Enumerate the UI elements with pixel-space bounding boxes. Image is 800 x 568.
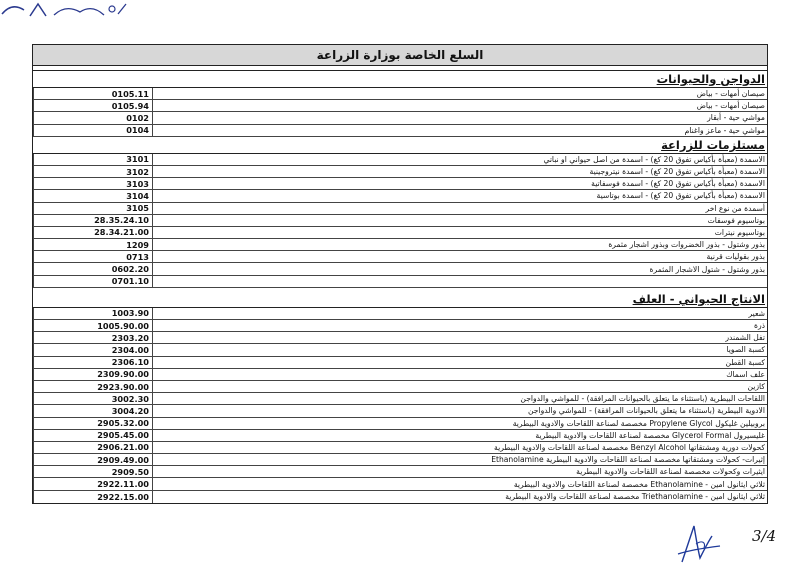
goods-name-cell: ذرة <box>753 321 765 331</box>
hs-code-cell: 0102 <box>33 112 153 123</box>
hs-code-cell: 2909.49.00 <box>33 454 153 465</box>
hs-code-cell: 0602.20 <box>33 263 153 274</box>
table-row <box>33 491 767 503</box>
table-row <box>33 405 767 417</box>
section-heading: الدواجن والحيوانات <box>656 72 765 86</box>
table-row <box>33 276 767 288</box>
goods-name-cell: الاسمدة (معبأة بأكياس تفوق 20 كغ) - اسمدة من اصل حيواني او نباتي <box>543 154 765 164</box>
hs-code-cell: 2906.21.00 <box>33 442 153 453</box>
page-number: 3/4 <box>752 527 777 545</box>
hs-code-cell: 0701.10 <box>33 276 153 287</box>
hs-code-cell: 3102 <box>33 166 153 177</box>
goods-name-cell <box>153 276 767 287</box>
table-row <box>33 166 767 178</box>
goods-name-cell: غليسيرول Glycerol Formal مخصصة لصناعة اللقاحات والادوية البيطرية <box>535 430 765 440</box>
ministry-logo <box>0 0 130 18</box>
hs-code-cell: 28.34.21.00 <box>33 227 153 238</box>
hs-code-cell: 3101 <box>33 154 153 165</box>
hs-code-cell: 2304.00 <box>33 344 153 355</box>
table-row <box>33 88 767 100</box>
hs-code-cell: 3104 <box>33 190 153 201</box>
hs-code-cell: 3004.20 <box>33 405 153 416</box>
hs-code-cell: 2922.11.00 <box>33 478 153 489</box>
hs-code-cell: 0105.94 <box>33 100 153 111</box>
hs-code-cell: 2923.90.00 <box>33 381 153 392</box>
goods-name-cell: صيصان أمهات - بياض <box>696 101 765 111</box>
hs-code-cell: 3103 <box>33 178 153 189</box>
hs-code-cell: 0713 <box>33 251 153 262</box>
table-body <box>33 71 767 503</box>
goods-name-cell: بذور وشتول - شتول الاشجار المثمرة <box>649 264 765 274</box>
hs-code-cell: 2909.50 <box>33 466 153 477</box>
goods-name-cell: تفل الشمندر <box>725 333 765 343</box>
table-row <box>33 430 767 442</box>
section-heading-row <box>33 288 767 308</box>
hs-code-cell: 2905.32.00 <box>33 418 153 429</box>
table-row <box>33 100 767 112</box>
table-row <box>33 381 767 393</box>
section-heading: مستلزمات للزراعة <box>661 137 765 152</box>
table-row <box>33 418 767 430</box>
table-row <box>33 369 767 381</box>
goods-name-cell: كسبة الصويا <box>726 345 765 355</box>
goods-name-cell: ثلاثي ايثانول امين - Ethanolamine مخصصة لصناعة اللقاحات والادوية البيطرية <box>513 479 765 489</box>
goods-name-cell: علف اسماك <box>726 369 765 379</box>
table-row <box>33 454 767 466</box>
hs-code-cell: 3002.30 <box>33 393 153 404</box>
goods-name-cell: كحولات دورية ومشتقاتها Benzyl Alcohol مخصصة لصناعة اللقاحات والادوية البيطرية <box>494 442 765 452</box>
goods-name-cell: كازين <box>747 382 765 392</box>
goods-name-cell: بذور وشتول - بذور الخضروات وبذور اشجار مثمرة <box>608 240 765 250</box>
table-row <box>33 154 767 166</box>
goods-name-cell: كسبة القطن <box>725 357 765 367</box>
table-row <box>33 332 767 344</box>
hs-code-cell: 0104 <box>33 125 153 136</box>
table-row <box>33 357 767 369</box>
goods-name-cell: بوتاسيوم نيترات <box>714 227 765 237</box>
table-row <box>33 263 767 275</box>
section-heading-row <box>33 71 767 88</box>
goods-name-cell: شعير <box>748 308 765 318</box>
goods-name-cell: الاسمدة (معبأة بأكياس تفوق 20 كغ) - اسمدة بوتاسية <box>596 191 765 201</box>
table-row <box>33 320 767 332</box>
hs-code-cell: 0105.11 <box>33 88 153 99</box>
section-heading: الانتاج الحيواني - العلف <box>632 291 765 306</box>
table-row <box>33 251 767 263</box>
table-row <box>33 125 767 137</box>
goods-name-cell: بوتاسيوم فوسفات <box>707 215 765 225</box>
table-row <box>33 442 767 454</box>
table-row <box>33 478 767 490</box>
hs-code-cell: 1003.90 <box>33 308 153 319</box>
table-row <box>33 178 767 190</box>
goods-name-cell: صيصان أمهات - بياض <box>696 89 765 99</box>
hs-code-cell: 1005.90.00 <box>33 320 153 331</box>
signature <box>676 520 726 564</box>
table-row <box>33 227 767 239</box>
goods-name-cell: مواشي حية - ماعز واغنام <box>684 125 765 135</box>
hs-code-cell: 1209 <box>33 239 153 250</box>
goods-name-cell: أسمدة من نوع اخر <box>705 203 765 213</box>
table-row <box>33 344 767 356</box>
hs-code-cell: 3105 <box>33 203 153 214</box>
table-row <box>33 239 767 251</box>
table-row <box>33 215 767 227</box>
goods-name-cell: الاسمدة (معبأة بأكياس تفوق 20 كغ) - اسمدة نيتروجينية <box>589 167 765 177</box>
goods-name-cell: بذور بقوليات قرنية <box>706 252 765 262</box>
goods-name-cell: مواشي حية - أبقار <box>707 113 765 123</box>
table-row <box>33 308 767 320</box>
section-heading-row <box>33 137 767 154</box>
table-row <box>33 203 767 215</box>
table-row <box>33 393 767 405</box>
goods-name-cell: ثلاثي ايثانول امين - Triethanolamine مخصصة لصناعة اللقاحات والادوية البيطرية <box>505 492 765 502</box>
goods-name-cell: الادوية البيطرية (باستثناء ما يتعلق بالحيوانات المرافقة) - للمواشي والدواجن <box>528 406 765 416</box>
table-row <box>33 112 767 124</box>
table-row <box>33 190 767 202</box>
goods-table <box>32 44 768 504</box>
goods-name-cell: إثيرات- كحولات ومشتقاتها مخصصة لصناعة اللقاحات والادوية البيطرية Ethanolamine <box>491 455 765 465</box>
goods-name-cell: الاسمدة (معبأة بأكياس تفوق 20 كغ) - اسمدة فوسفاتية <box>591 179 765 189</box>
table-title: السلع الخاصة بوزارة الزراعة <box>33 45 767 66</box>
hs-code-cell: 2306.10 <box>33 357 153 368</box>
hs-code-cell: 2905.45.00 <box>33 430 153 441</box>
hs-code-cell: 2309.90.00 <box>33 369 153 380</box>
table-row <box>33 466 767 478</box>
goods-name-cell: ايثيرات وكحولات مخصصة لصناعة اللقاحات والادوية البيطرية <box>576 467 765 477</box>
hs-code-cell: 2922.15.00 <box>33 491 153 503</box>
hs-code-cell: 2303.20 <box>33 332 153 343</box>
goods-name-cell: بروبيلين غليكول Propylene Glycol مخصصة لصناعة اللقاحات والادوية البيطرية <box>512 418 765 428</box>
goods-name-cell: اللقاحات البيطرية (باستثناء ما يتعلق بالحيوانات المرافقة) - للمواشي والدواجن <box>520 394 765 404</box>
hs-code-cell: 28.35.24.10 <box>33 215 153 226</box>
